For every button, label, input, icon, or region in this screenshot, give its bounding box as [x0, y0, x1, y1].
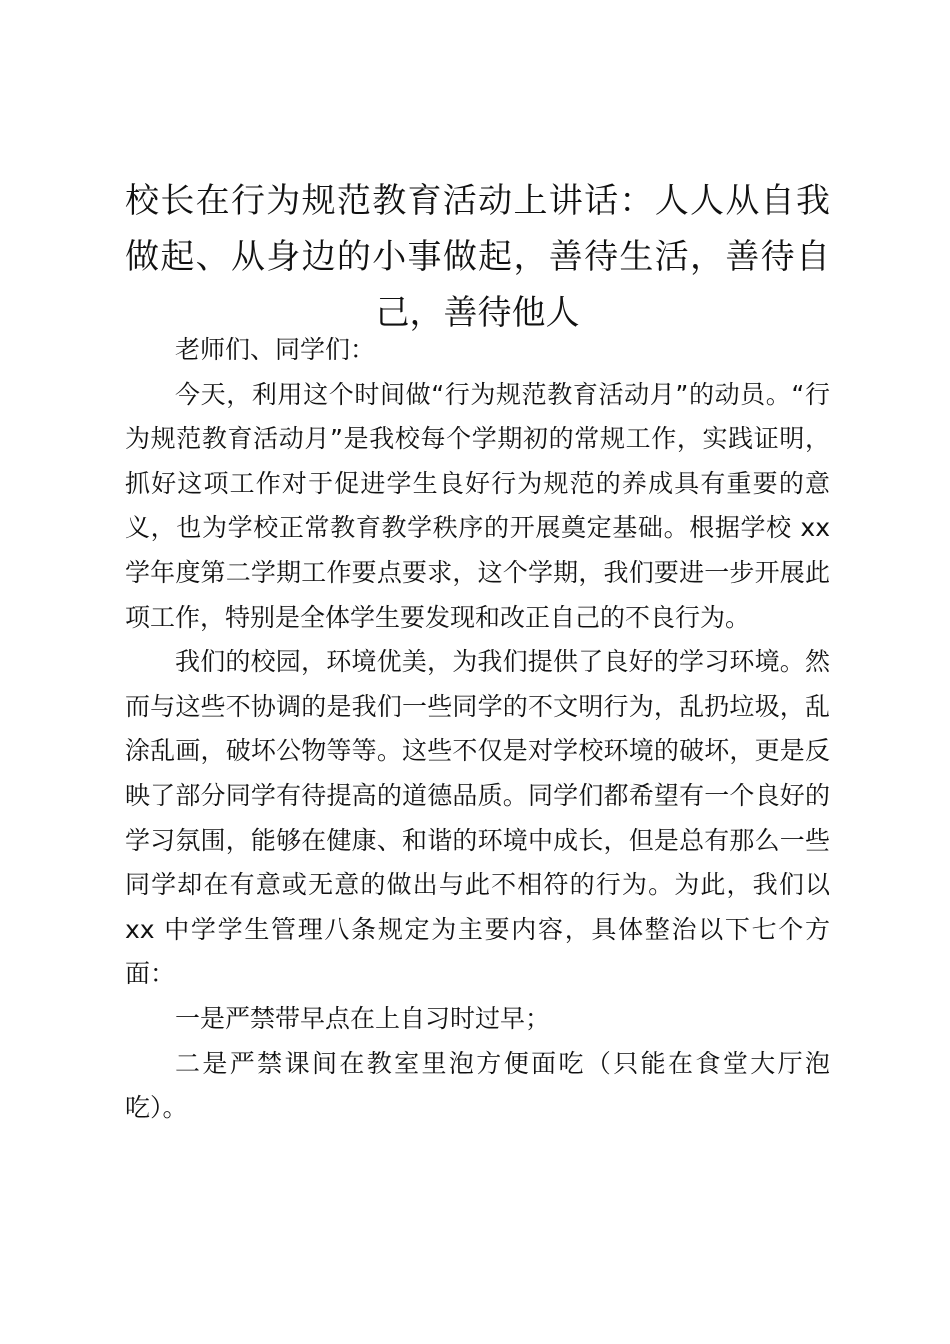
document-title: 校长在行为规范教育活动上讲话：人人从自我做起、从身边的小事做起，善待生活，善待自己，善待他人	[125, 181, 830, 333]
salutation-paragraph: 老师们、同学们：	[175, 335, 376, 364]
body-paragraph: 我们的校园，环境优美，为我们提供了良好的学习环境。然而与这些不协调的是我们一些同学的不文明行为，乱扔垃圾，乱涂乱画，破坏公物等等。这些不仅是对学校环境的破坏，更是反映了部分同学有待提高的道德品质。同学们都希望有一个良好的学习氛围，能够在健康、和谐的环境中成长，但是总有那么一些同学却在有意或无意的做出与此不相符的行为。为此，我们以 xx 中学学生管理八条规定为主要内容，具体整治以下七个方面：	[125, 647, 830, 989]
list-item-paragraph: 一是严禁带早点在上自习时过早；	[175, 1003, 551, 1033]
body-paragraph: 今天，利用这个时间做“行为规范教育活动月”的动员。“行为规范教育活动月”是我校每个学期初的常规工作，实践证明，抓好这项工作对于促进学生良好行为规范的养成具有重要的意义，也为学校正常教育教学秩序的开展奠定基础。根据学校 xx 学年度第二学期工作要点要求，这个学期，我们要进一步开展此项工作，特别是全体学生要发现和改正自己的不良行为。	[125, 379, 830, 632]
document-body	[125, 328, 830, 1131]
list-item-paragraph: 二是严禁课间在教室里泡方便面吃（只能在食堂大厅泡吃）。	[125, 1048, 830, 1123]
